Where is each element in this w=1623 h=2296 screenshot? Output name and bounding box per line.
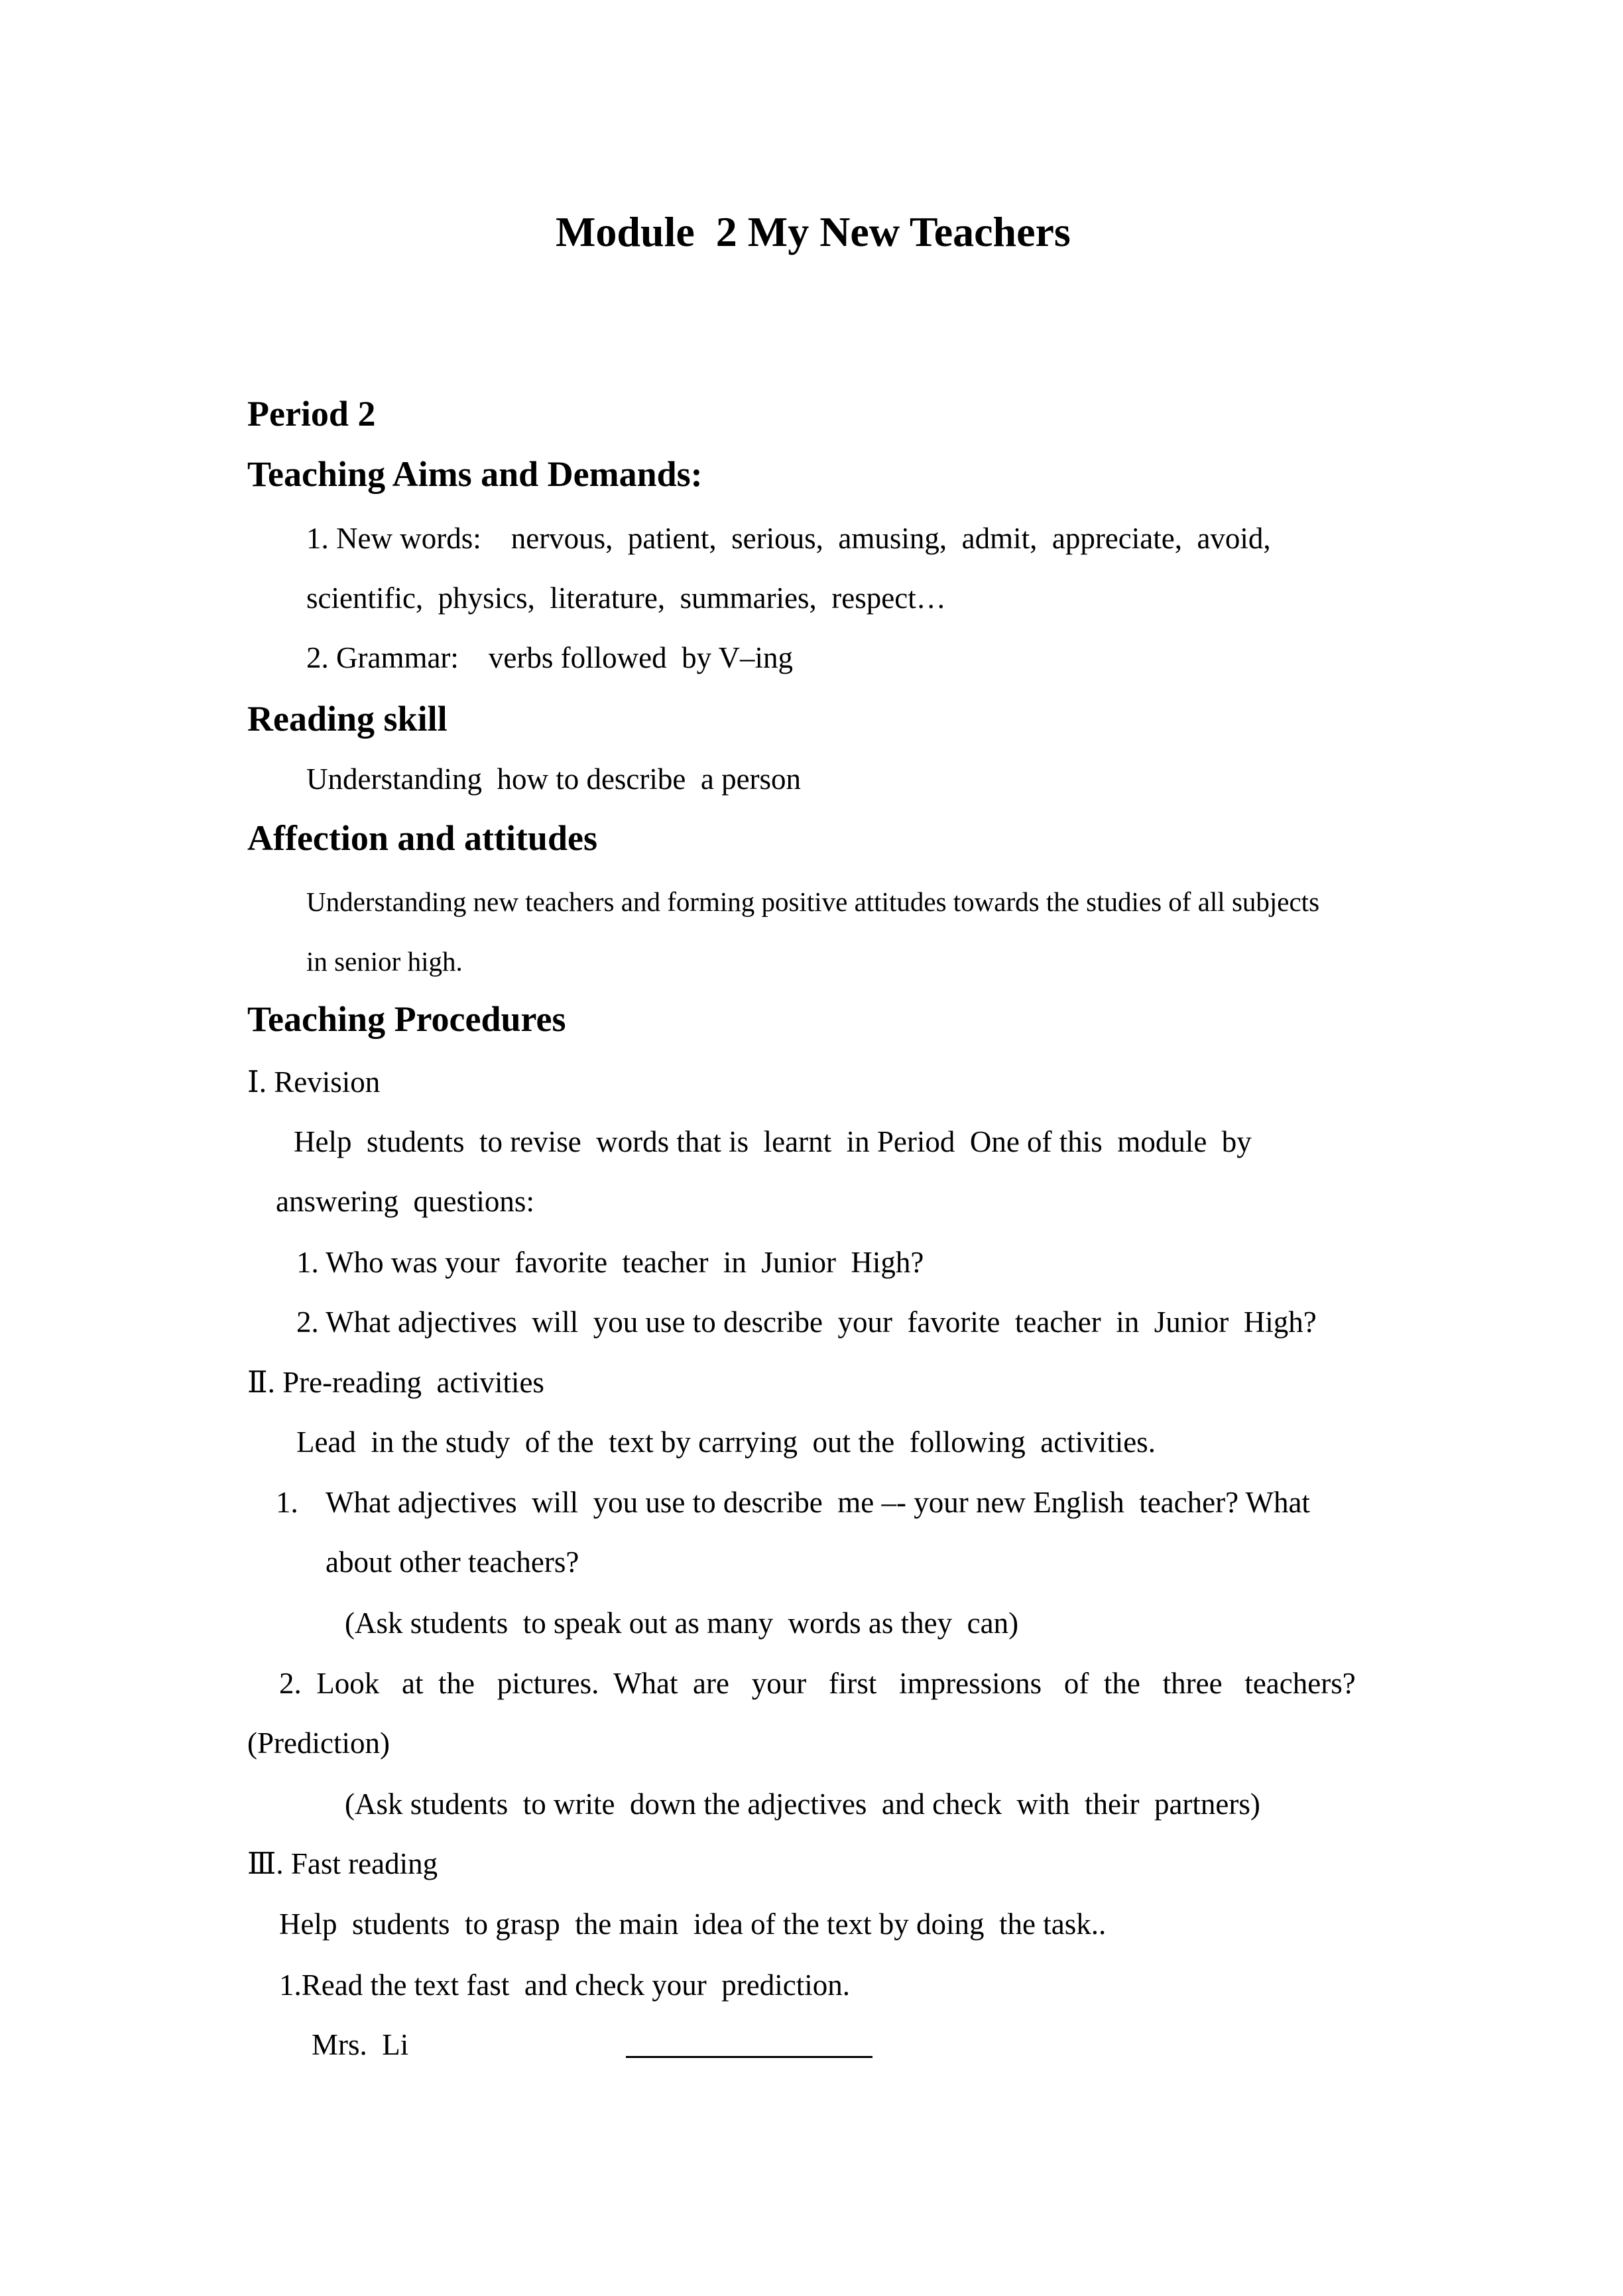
prereading-item-1-number: 1. — [276, 1486, 298, 1519]
period-heading: Period 2 — [247, 394, 376, 434]
revision-intro-line-2: answering questions: — [276, 1185, 534, 1218]
procedures-heading: Teaching Procedures — [247, 999, 566, 1039]
reading-skill-text: Understanding how to describe a person — [306, 762, 802, 796]
mrs-li-label: Mrs. Li — [312, 2028, 409, 2061]
new-words-line-1: 1. New words: nervous, patient, serious, amusing, admit, appreciate, avoid, — [306, 522, 1271, 555]
aims-heading: Teaching Aims and Demands: — [247, 454, 703, 494]
revision-label: Ⅰ. Revision — [247, 1065, 381, 1099]
prereading-item-2-line-1: 2. Look at the pictures. What are your first impressions of the three teachers? — [279, 1667, 1356, 1700]
revision-intro-line-1: Help students to revise words that is learnt in Period One of this module by — [294, 1125, 1252, 1158]
prereading-item-1-note: (Ask students to speak out as many words as they can) — [345, 1606, 1019, 1640]
prereading-item-1-line-1: What adjectives will you use to describe me –- your new English teacher? What — [326, 1486, 1310, 1519]
affection-heading: Affection and attitudes — [247, 818, 597, 858]
prereading-item-1-line-2: about other teachers? — [326, 1545, 579, 1579]
answer-blank-line[interactable] — [626, 2056, 872, 2058]
grammar-line: 2. Grammar: verbs followed by V–ing — [306, 641, 794, 674]
fast-reading-intro: Help students to grasp the main idea of the text by doing the task.. — [279, 1907, 1107, 1941]
affection-text-line-1: Understanding new teachers and forming positive attitudes towards the studies of all subjects — [306, 886, 1320, 917]
prereading-intro: Lead in the study of the text by carrying out the following activities. — [296, 1425, 1156, 1459]
revision-question-2: 2. What adjectives will you use to describe your favorite teacher in Junior High? — [296, 1305, 1317, 1339]
prereading-label: Ⅱ. Pre-reading activities — [247, 1366, 544, 1399]
fast-reading-label: Ⅲ. Fast reading — [247, 1847, 438, 1880]
revision-question-1: 1. Who was your favorite teacher in Junior High? — [296, 1246, 924, 1279]
document-title: Module 2 My New Teachers — [556, 208, 1071, 255]
new-words-line-2: scientific, physics, literature, summaries, respect… — [306, 581, 946, 615]
reading-skill-heading: Reading skill — [247, 699, 448, 739]
prereading-item-2-note: (Ask students to write down the adjectives and check with their partners) — [345, 1787, 1260, 1821]
affection-text-line-2: in senior high. — [306, 946, 463, 977]
fast-reading-step-1: 1.Read the text fast and check your prediction. — [279, 1968, 850, 2002]
prereading-item-2-line-2: (Prediction) — [247, 1726, 390, 1760]
